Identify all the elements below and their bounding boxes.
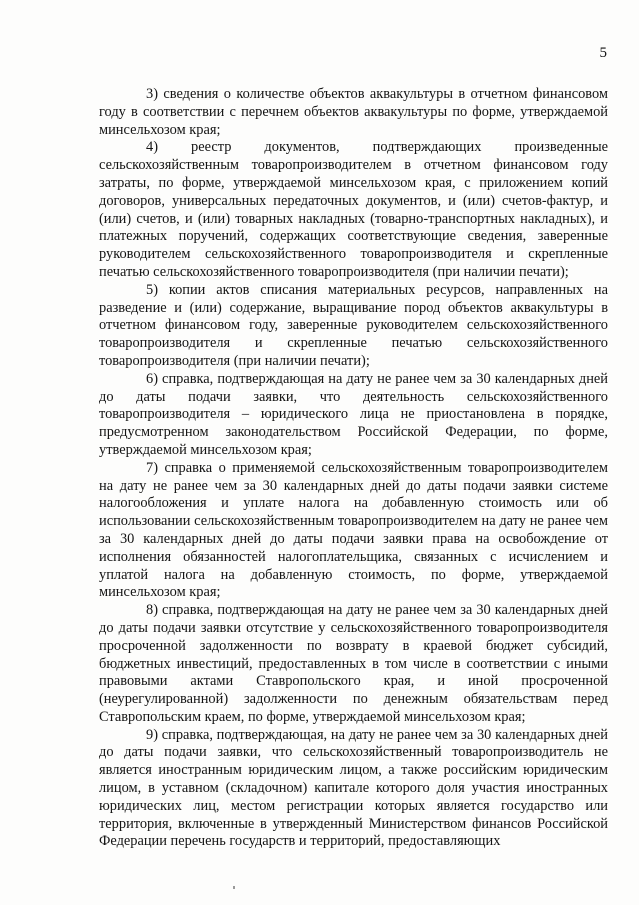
document-body — [99, 86, 608, 851]
paragraph-item-8: 8) справка, подтверждающая на дату не ранее чем за 30 календарных дней до даты подачи заявки отсутствие у сельскохозяйственного товаропроизводителя просроченной задолженности по возврату в краевой бюджет субсидий, бюджетных инвестиций, предоставленных в том числе в соответствии с иными правовыми актами Ставропольского края, и иной просроченной (неурегулированной) задолженности по денежным обязательствам перед Ставропольским краем, по форме, утверждаемой минсельхозом края; — [99, 602, 608, 725]
scan-speck — [233, 886, 235, 889]
paragraph-item-5: 5) копии актов списания материальных ресурсов, направленных на разведение и (или) содержание, выращивание пород объектов аквакультуры в отчетном финансовом году, заверенные руководителем сельскохозяйственного товаропроизводителя и скрепленные печатью сельскохозяйственного товаропроизводителя (при наличии печати); — [99, 281, 608, 369]
paragraph-item-9: 9) справка, подтверждающая, на дату не ранее чем за 30 календарных дней до даты подачи заявки, что сельскохозяйственный товаропроизводитель не является иностранным юридическим лицом, а также российским юридическим лицом, в уставном (складочном) капитале которого доля участия иностранных юридических лиц, местом регистрации которых является государство или территория, включенные в утвержденный Министерством финансов Российской Федерации перечень государств и территорий, предоставляющих — [99, 726, 608, 850]
paragraph-item-7: 7) справка о применяемой сельскохозяйственным товаропроизводителем на дату не ранее чем за 30 календарных дней до даты подачи заявки системе налогообложения и уплате налога на добавленную стоимость или об использовании сельскохозяйственным товаропроизводителем на дату не ранее чем за 30 календарных дней до даты подачи заявки права на освобождение от исполнения обязанностей налогоплательщика, связанных с исчислением и уплатой налога на добавленную стоимость, по форме, утверждаемой минсельхозом края; — [99, 459, 608, 601]
page-number: 5 — [599, 45, 607, 61]
paragraph-item-6: 6) справка, подтверждающая на дату не ранее чем за 30 календарных дней до даты подачи заявки, что деятельность сельскохозяйственного товаропроизводителя – юридического лица не приостановлена в порядке, предусмотренном законодательством Российской Федерации, по форме, утверждаемой минсельхозом края; — [99, 370, 608, 458]
paragraph-item-3: 3) сведения о количестве объектов аквакультуры в отчетном финансовом году в соответствии с перечнем объектов аквакультуры по форме, утверждаемой минсельхозом края; — [99, 86, 608, 138]
paragraph-item-4: 4) реестр документов, подтверждающих произведенные сельскохозяйственным товаропроизводителем в отчетном финансовом году затраты, по форме, утверждаемой минсельхозом края, с приложением копий договоров, универсальных передаточных документов, и (или) счетов-фактур, и (или) счетов, и (или) товарных накладных (товарно-транспортных накладных), и платежных поручений, содержащих соответствующие сведения, заверенные руководителем сельскохозяйственного товаропроизводителя и скрепленные печатью сельскохозяйственного товаропроизводителя (при наличии печати); — [99, 139, 608, 280]
